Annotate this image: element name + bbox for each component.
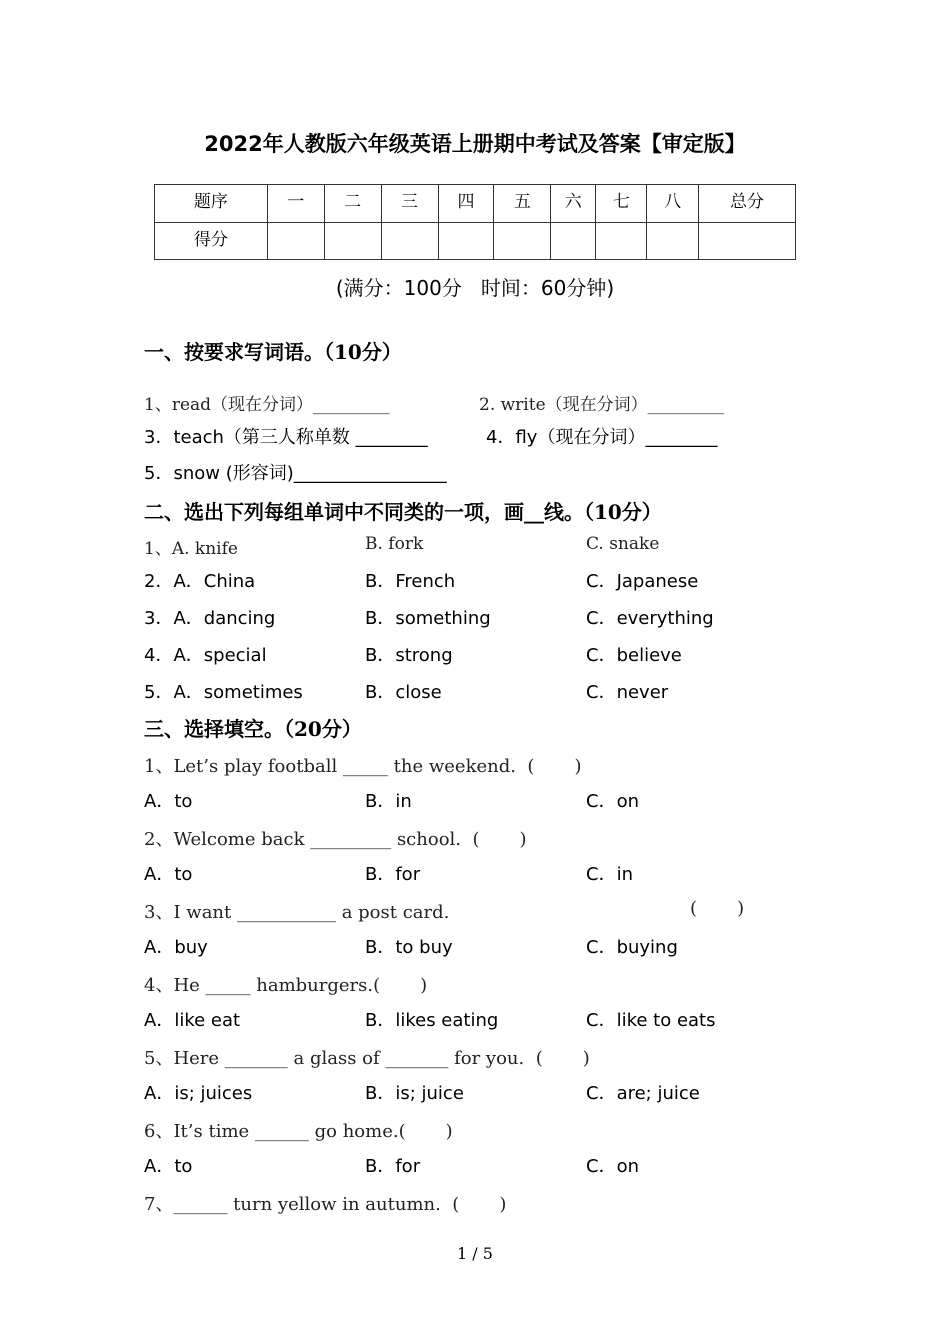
header-cell: 八 <box>647 185 699 223</box>
section3-q6-option-c: C．on <box>586 1156 639 1177</box>
section3-q2-option-a: A．to <box>144 864 193 885</box>
section3-q3-option-c: C．buying <box>586 937 678 958</box>
section2-heading: 二、选出下列每组单词中不同类的一项，画__线。（10分） <box>144 500 662 524</box>
section1-heading: 一、按要求写词语。（10分） <box>144 340 402 364</box>
score-cell[interactable] <box>267 222 324 260</box>
section1-q2: 2. write（现在分词）_________ <box>479 395 725 415</box>
section3-q2-option-b: B．for <box>365 864 421 885</box>
score-cell[interactable] <box>381 222 438 260</box>
section3-q3-option-b: B．to buy <box>365 937 453 958</box>
section3-q5-option-b: B．is; juice <box>365 1083 464 1104</box>
section2-row5-b: B．close <box>365 682 442 703</box>
section3-q5-option-c: C．are; juice <box>586 1083 700 1104</box>
section3-q1-option-a: A．to <box>144 791 193 812</box>
section2-row4-c: C．believe <box>586 645 682 666</box>
section3-q6-option-b: B．for <box>365 1156 421 1177</box>
header-cell: 一 <box>267 185 324 223</box>
section2-row3-c: C．everything <box>586 608 714 629</box>
section3-q1-stem: 1、Let’s play football _____ the weekend. ( ) <box>144 756 582 777</box>
section3-heading: 三、选择填空。（20分） <box>144 717 362 741</box>
score-cell[interactable] <box>551 222 596 260</box>
section2-row3-a: 3．A．dancing <box>144 608 276 629</box>
section2-row1-a: 1、A. knife <box>144 539 238 559</box>
score-table <box>154 184 796 260</box>
header-cell: 三 <box>381 185 438 223</box>
score-cell[interactable] <box>324 222 381 260</box>
section2-row3-b: B．something <box>365 608 491 629</box>
section1-q4: 4．fly（现在分词）________ <box>486 427 718 448</box>
section1-q5: 5．snow (形容词)_________________ <box>144 463 447 484</box>
header-cell: 七 <box>596 185 647 223</box>
page-number: 1 / 5 <box>457 1244 493 1263</box>
section2-row2-a: 2．A．China <box>144 571 256 592</box>
header-cell: 总分 <box>699 185 796 223</box>
score-cell[interactable] <box>494 222 551 260</box>
section2-row4-a: 4．A．special <box>144 645 267 666</box>
section3-q4-option-a: A．like eat <box>144 1010 241 1031</box>
section2-row4-b: B．strong <box>365 645 453 666</box>
row-label: 得分 <box>155 222 268 260</box>
section3-q4-option-b: B．likes eating <box>365 1010 499 1031</box>
section3-q4-option-c: C．like to eats <box>586 1010 716 1031</box>
header-cell: 题序 <box>155 185 268 223</box>
section2-row5-a: 5．A．sometimes <box>144 682 303 703</box>
section3-q1-option-b: B．in <box>365 791 412 812</box>
section3-q1-option-c: C．on <box>586 791 639 812</box>
score-cell[interactable] <box>596 222 647 260</box>
section3-q2-stem: 2、Welcome back _________ school. ( ) <box>144 829 527 850</box>
header-cell: 二 <box>324 185 381 223</box>
page-title: 2022年人教版六年级英语上册期中考试及答案【审定版】 <box>204 132 746 156</box>
section2-row2-c: C．Japanese <box>586 571 699 592</box>
score-cell[interactable] <box>438 222 494 260</box>
section2-row5-c: C．never <box>586 682 669 703</box>
section3-q5-stem: 5、Here _______ a glass of _______ for you. ( ) <box>144 1048 590 1069</box>
score-cell[interactable] <box>647 222 699 260</box>
section3-q3-answer-paren: ( ) <box>690 898 745 919</box>
section2-row1-b: B. fork <box>365 534 424 554</box>
score-table-header-row <box>155 185 796 223</box>
section2-row1-c: C. snake <box>586 534 660 554</box>
section1-q3: 3．teach（第三人称单数 ________ <box>144 427 428 448</box>
score-table-score-row <box>155 222 796 260</box>
section3-q6-stem: 6、It’s time ______ go home.( ) <box>144 1121 453 1142</box>
full-score-note: (满分：100分 时间：60分钟) <box>335 276 615 300</box>
section3-q4-stem: 4、He _____ hamburgers.( ) <box>144 975 428 996</box>
section3-q3-option-a: A．buy <box>144 937 208 958</box>
section1-q1: 1、read（现在分词）_________ <box>144 395 390 415</box>
score-cell[interactable] <box>699 222 796 260</box>
section2-row2-b: B．French <box>365 571 456 592</box>
section3-q7-stem: 7、______ turn yellow in autumn. ( ) <box>144 1194 507 1215</box>
header-cell: 五 <box>494 185 551 223</box>
header-cell: 六 <box>551 185 596 223</box>
section3-q3-stem: 3、I want ___________ a post card. <box>144 902 450 923</box>
section3-q2-option-c: C．in <box>586 864 633 885</box>
section3-q5-option-a: A．is; juices <box>144 1083 253 1104</box>
header-cell: 四 <box>438 185 494 223</box>
section3-q6-option-a: A．to <box>144 1156 193 1177</box>
